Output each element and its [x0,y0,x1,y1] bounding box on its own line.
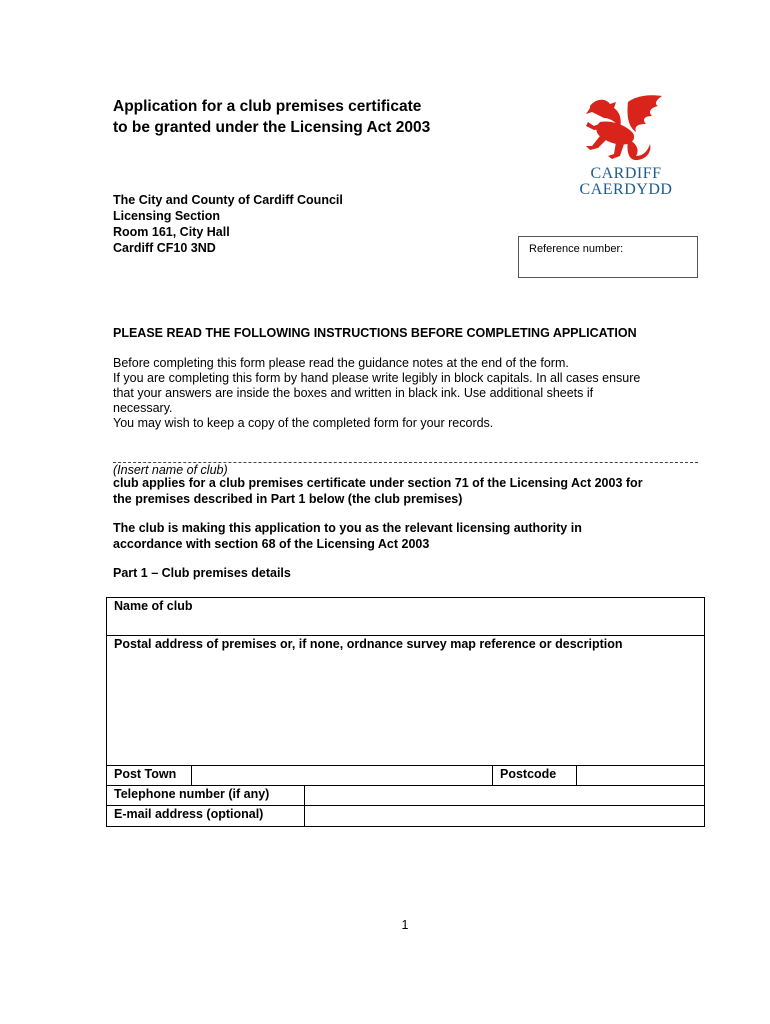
document-title [113,96,513,138]
postal-address-row[interactable] [107,636,704,766]
instruction-line-4: necessary. [113,401,173,415]
logo-text-welsh: CAERDYDD [579,181,673,198]
page-number: 1 [401,918,409,932]
making-line-1: The club is making this application to you as the relevant licensing authority in [113,521,582,535]
email-field[interactable] [305,806,704,826]
email-row [107,806,704,826]
postcode-field[interactable] [577,766,704,785]
club-name-label: Name of club [114,599,193,613]
instruction-line-5: You may wish to keep a copy of the completed form for your records. [113,416,494,430]
address-line-4: Cardiff CF10 3ND [113,241,216,255]
club-applies-statement [113,475,713,507]
post-town-label: Post Town [114,767,177,781]
club-name-row[interactable] [107,598,704,636]
postal-address-label: Postal address of premises or, if none, ordnance survey map reference or description [114,637,623,651]
instructions-heading: PLEASE READ THE FOLLOWING INSTRUCTIONS BEFORE COMPLETING APPLICATION [113,326,637,340]
council-address [113,192,413,256]
making-line-2: accordance with section 68 of the Licensing Act 2003 [113,537,430,551]
club-premises-details-form [106,597,705,827]
title-line-1: Application for a club premises certificate [113,98,422,115]
instruction-line-2: If you are completing this form by hand please write legibly in block capitals. In all cases ensure [113,371,641,385]
telephone-row [107,786,704,806]
postcode-label-divider [492,766,493,785]
part1-heading: Part 1 – Club premises details [113,566,291,580]
club-applies-line-2: the premises described in Part 1 below (the club premises) [113,492,463,506]
instruction-line-3: that your answers are inside the boxes and written in black ink. Use additional sheets if [113,386,594,400]
logo-text-english: CARDIFF [590,165,662,182]
club-applies-line-1: club applies for a club premises certificate under section 71 of the Licensing Act 2003 for [113,476,643,490]
address-line-3: Room 161, City Hall [113,225,230,239]
instructions-text [113,356,713,431]
postcode-label: Postcode [500,767,557,781]
welsh-dragon-icon [570,92,682,164]
email-label: E-mail address (optional) [114,807,264,821]
instruction-line-1: Before completing this form please read the guidance notes at the end of the form. [113,356,569,370]
title-line-2: to be granted under the Licensing Act 2003 [113,119,431,136]
address-line-2: Licensing Section [113,209,220,223]
reference-number-box[interactable] [518,236,698,278]
address-line-1: The City and County of Cardiff Council [113,193,343,207]
logo-text [570,166,682,198]
telephone-field[interactable] [305,786,704,805]
telephone-label: Telephone number (if any) [114,787,270,801]
post-town-field[interactable] [192,766,492,785]
licensing-authority-statement [113,520,713,552]
insert-club-name-label: (Insert name of club) [113,463,228,477]
reference-number-label: Reference number: [529,243,624,255]
post-town-row [107,766,704,786]
